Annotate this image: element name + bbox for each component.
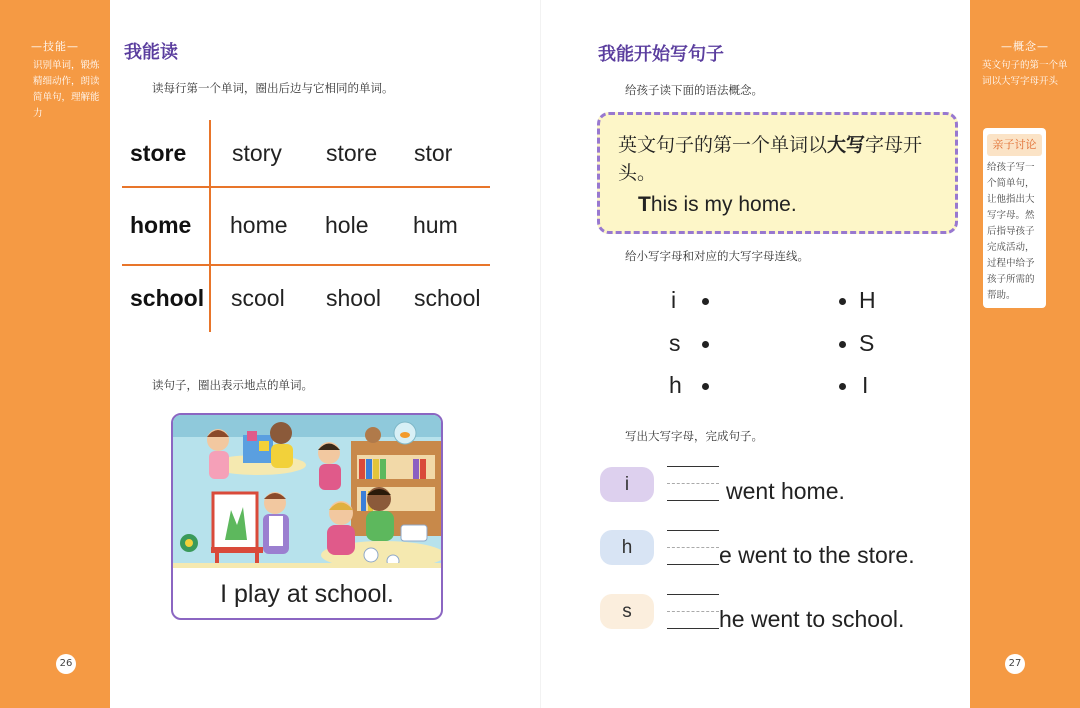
match-dot[interactable] (702, 298, 709, 305)
right-sidebar (970, 0, 1080, 708)
writing-line (667, 466, 719, 467)
concept-heading: —概念— (1001, 40, 1049, 53)
uppercase-letter: H (859, 287, 876, 313)
table-row (122, 285, 490, 325)
letter-pill: i (600, 467, 654, 502)
grammar-text-part: 字母开头。 (618, 134, 923, 184)
word-option[interactable]: shool (326, 285, 381, 311)
section-title-read: 我能读 (124, 42, 178, 63)
skill-description: 识别单词，锻炼精细动作，朗读简单句，理解能力 (33, 60, 100, 119)
instruction-circle-words: 读每行第一个单词，圈出后边与它相同的单词。 (152, 81, 394, 95)
match-dot[interactable] (839, 341, 846, 348)
table-horizontal-line (122, 264, 490, 266)
grammar-text-bold: 大写 (827, 134, 866, 156)
parent-discussion-title: 亲子讨论 (987, 134, 1042, 156)
word-option[interactable]: scool (231, 285, 285, 311)
concept-description: 英文句子的第一个单词以大写字母开头 (982, 60, 1068, 87)
key-word: home (130, 212, 192, 238)
match-dot[interactable] (839, 298, 846, 305)
parent-discussion-box (983, 128, 1046, 308)
grammar-concept-box (597, 112, 958, 234)
word-matching-table (122, 120, 490, 332)
handwriting-lines[interactable] (667, 594, 719, 628)
picture-caption: I play at school. (220, 580, 394, 608)
parent-discussion-text: 给孩子写一个简单句，让他指出大写字母。然后指导孩子完成活动，过程中给予孩子所需的帮助。 (987, 162, 1035, 301)
instruction-write-capitals: 写出大写字母，完成句子。 (625, 429, 763, 443)
word-option[interactable]: stor (414, 140, 453, 166)
instruction-match-letters: 给小写字母和对应的大写字母连线。 (625, 249, 809, 263)
word-option[interactable]: school (414, 285, 481, 311)
writing-line (667, 530, 719, 531)
page-number-left: 26 (56, 654, 76, 674)
lowercase-letter: s (669, 330, 681, 356)
word-option[interactable]: home (230, 212, 288, 238)
example-sentence-rest: his is my home. (650, 193, 797, 216)
letter-pill: s (600, 594, 654, 629)
key-word: store (130, 140, 187, 166)
letter-pill: h (600, 530, 654, 565)
skill-heading: —技能— (31, 40, 79, 53)
table-row (122, 212, 490, 252)
match-dot[interactable] (839, 383, 846, 390)
handwriting-lines[interactable] (667, 530, 719, 564)
table-row (122, 140, 490, 180)
writing-line (667, 564, 719, 565)
grammar-rule (618, 131, 948, 187)
instruction-read-concept: 给孩子读下面的语法概念。 (625, 83, 763, 97)
lowercase-letter: i (671, 287, 677, 313)
school-picture-card (171, 413, 443, 620)
word-option[interactable]: hum (413, 212, 458, 238)
match-dot[interactable] (702, 341, 709, 348)
writing-line (667, 628, 719, 629)
uppercase-letter: S (859, 330, 875, 356)
match-dot[interactable] (702, 383, 709, 390)
writing-line (667, 594, 719, 595)
instruction-circle-place: 读句子，圈出表示地点的单词。 (152, 378, 313, 392)
section-title-write: 我能开始写句子 (598, 44, 724, 65)
classroom-illustration (173, 415, 441, 568)
book-spine (540, 0, 541, 708)
table-horizontal-line (122, 186, 490, 188)
sentence-text: he went to school. (719, 606, 905, 632)
writing-line (667, 500, 719, 501)
uppercase-letter: I (862, 372, 869, 398)
writing-guide-line (667, 547, 719, 548)
sentence-text: e went to the store. (719, 542, 915, 568)
word-option[interactable]: story (232, 140, 282, 166)
key-word: school (130, 285, 205, 311)
writing-guide-line (667, 483, 719, 484)
sentence-text: went home. (726, 478, 845, 504)
example-capital-letter: T (638, 193, 651, 216)
writing-guide-line (667, 611, 719, 612)
word-option[interactable]: hole (325, 212, 369, 238)
left-sidebar (0, 0, 110, 708)
grammar-example (638, 193, 797, 217)
page-number-right: 27 (1005, 654, 1025, 674)
grammar-text-part: 英文句子的第一个单词以 (618, 134, 828, 156)
handwriting-lines[interactable] (667, 466, 719, 500)
lowercase-letter: h (669, 372, 682, 398)
word-option[interactable]: store (326, 140, 378, 166)
